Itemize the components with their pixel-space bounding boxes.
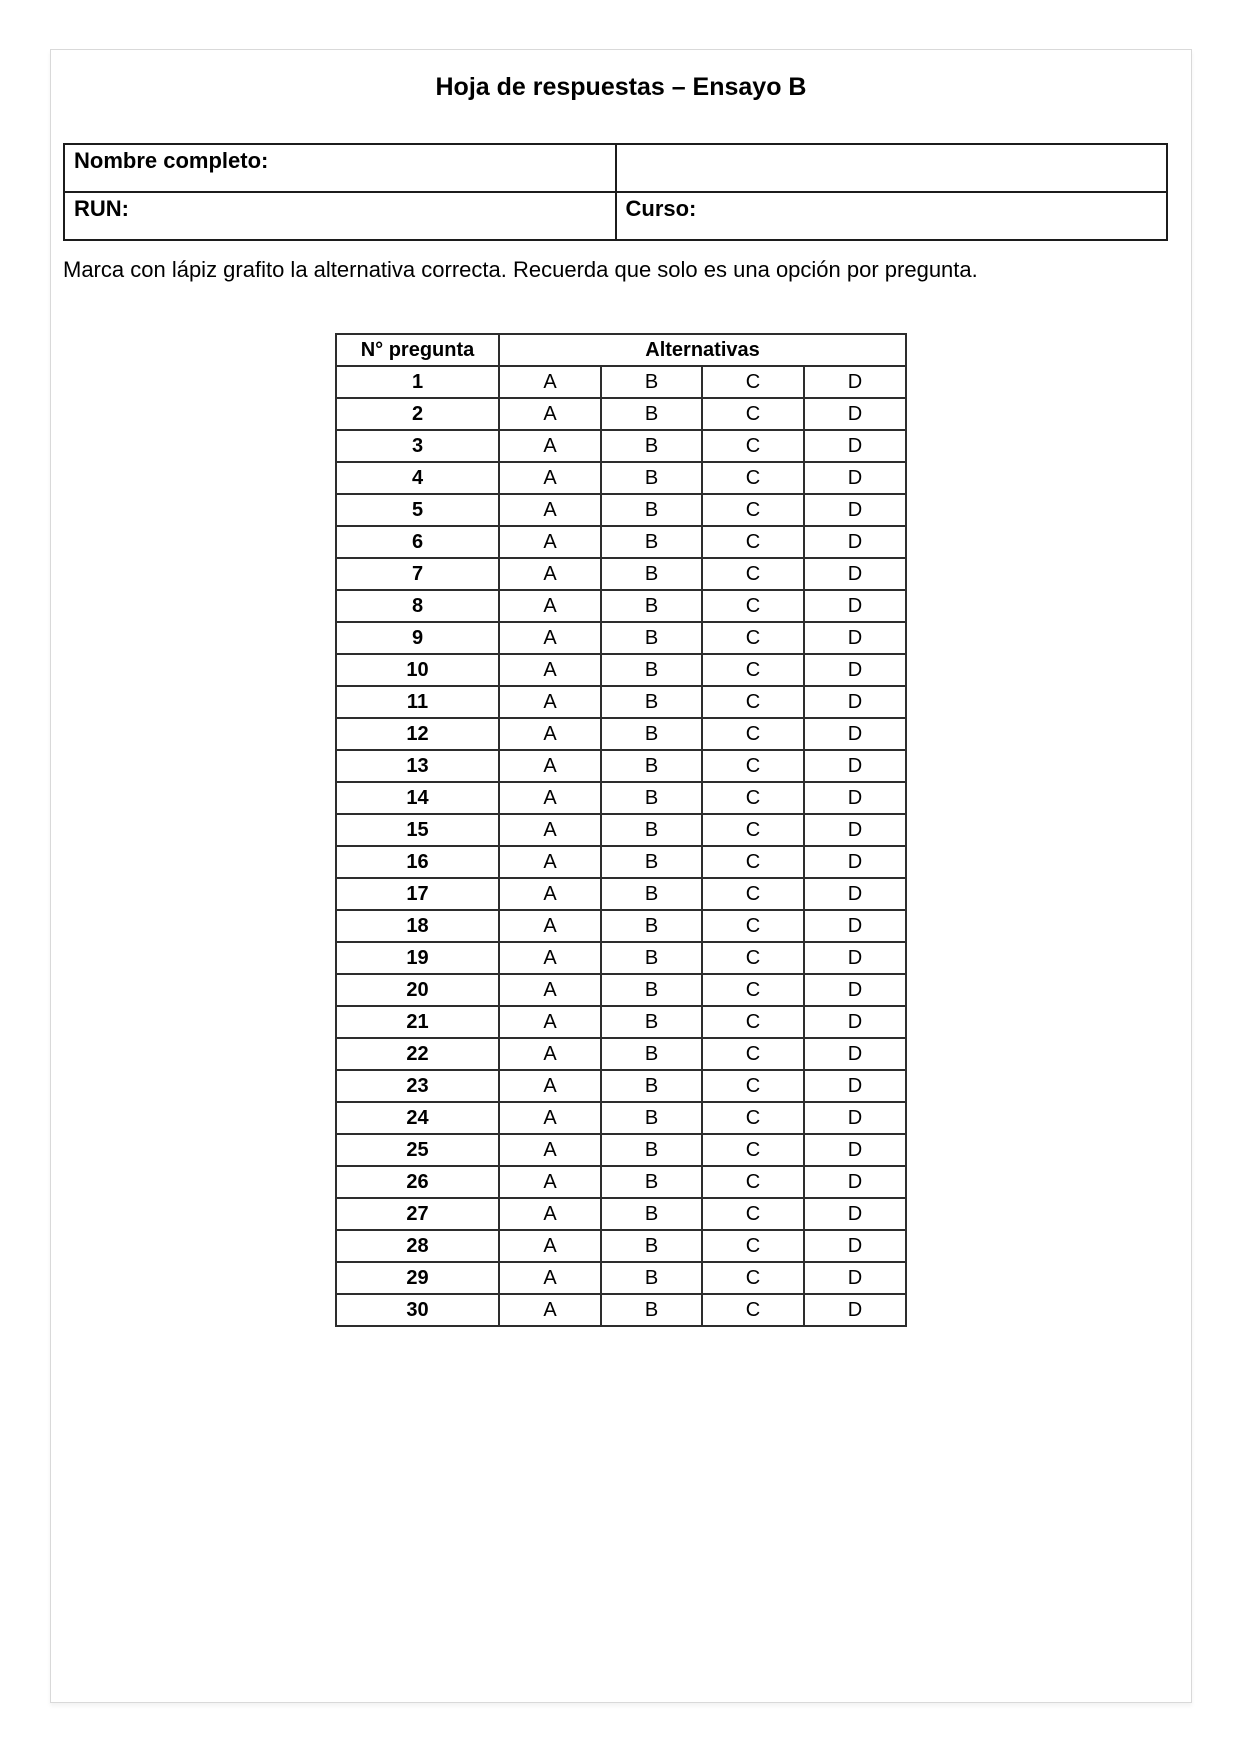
answer-row	[336, 1262, 906, 1294]
answer-row	[336, 1102, 906, 1134]
answer-row	[336, 1230, 906, 1262]
question-number: 15	[336, 814, 499, 846]
option-cell-d[interactable]: D	[804, 878, 906, 910]
answer-row	[336, 462, 906, 494]
option-cell-b[interactable]: B	[601, 1134, 702, 1166]
question-number: 30	[336, 1294, 499, 1326]
run-label: RUN:	[64, 192, 616, 240]
option-cell-c[interactable]: C	[702, 718, 804, 750]
option-cell-a[interactable]: A	[499, 1294, 601, 1326]
option-cell-b[interactable]: B	[601, 590, 702, 622]
option-cell-c[interactable]: C	[702, 430, 804, 462]
option-cell-b[interactable]: B	[601, 814, 702, 846]
option-cell-b[interactable]: B	[601, 1166, 702, 1198]
answer-row	[336, 942, 906, 974]
option-cell-d[interactable]: D	[804, 622, 906, 654]
option-cell-a[interactable]: A	[499, 590, 601, 622]
question-number: 23	[336, 1070, 499, 1102]
option-cell-d[interactable]: D	[804, 654, 906, 686]
option-cell-d[interactable]: D	[804, 1166, 906, 1198]
option-cell-d[interactable]: D	[804, 1102, 906, 1134]
answer-row	[336, 974, 906, 1006]
question-number: 13	[336, 750, 499, 782]
option-cell-a[interactable]: A	[499, 750, 601, 782]
option-cell-b[interactable]: B	[601, 1038, 702, 1070]
answer-row	[336, 718, 906, 750]
option-cell-b[interactable]: B	[601, 974, 702, 1006]
option-cell-b[interactable]: B	[601, 1262, 702, 1294]
option-cell-c[interactable]: C	[702, 1006, 804, 1038]
option-cell-c[interactable]: C	[702, 846, 804, 878]
option-cell-c[interactable]: C	[702, 942, 804, 974]
option-cell-b[interactable]: B	[601, 910, 702, 942]
option-cell-c[interactable]: C	[702, 1230, 804, 1262]
question-number: 17	[336, 878, 499, 910]
option-cell-d[interactable]: D	[804, 1134, 906, 1166]
question-number: 3	[336, 430, 499, 462]
option-cell-b[interactable]: B	[601, 622, 702, 654]
option-cell-a[interactable]: A	[499, 686, 601, 718]
option-cell-c[interactable]: C	[702, 494, 804, 526]
option-cell-c[interactable]: C	[702, 750, 804, 782]
option-cell-b[interactable]: B	[601, 942, 702, 974]
answer-row	[336, 1294, 906, 1326]
question-number: 10	[336, 654, 499, 686]
option-cell-a[interactable]: A	[499, 1262, 601, 1294]
option-cell-a[interactable]: A	[499, 1134, 601, 1166]
question-number: 21	[336, 1006, 499, 1038]
option-cell-d[interactable]: D	[804, 1262, 906, 1294]
option-cell-b[interactable]: B	[601, 1006, 702, 1038]
answer-row	[336, 558, 906, 590]
option-cell-b[interactable]: B	[601, 654, 702, 686]
question-number: 16	[336, 846, 499, 878]
option-cell-d[interactable]: D	[804, 814, 906, 846]
option-cell-a[interactable]: A	[499, 1166, 601, 1198]
answer-row	[336, 398, 906, 430]
option-cell-a[interactable]: A	[499, 1230, 601, 1262]
question-number: 26	[336, 1166, 499, 1198]
option-cell-a[interactable]: A	[499, 1198, 601, 1230]
option-cell-b[interactable]: B	[601, 1198, 702, 1230]
option-cell-a[interactable]: A	[499, 622, 601, 654]
option-cell-d[interactable]: D	[804, 846, 906, 878]
option-cell-d[interactable]: D	[804, 430, 906, 462]
answer-row	[336, 1134, 906, 1166]
answer-table-header-row	[336, 334, 906, 366]
question-number: 29	[336, 1262, 499, 1294]
option-cell-a[interactable]: A	[499, 782, 601, 814]
option-cell-c[interactable]: C	[702, 878, 804, 910]
answer-table	[335, 333, 907, 1327]
instruction-text: Marca con lápiz grafito la alternativa correcta. Recuerda que solo es una opción por pregunta.	[63, 256, 978, 282]
option-cell-a[interactable]: A	[499, 526, 601, 558]
option-cell-a[interactable]: A	[499, 494, 601, 526]
question-number: 28	[336, 1230, 499, 1262]
option-cell-a[interactable]: A	[499, 1070, 601, 1102]
option-cell-b[interactable]: B	[601, 718, 702, 750]
option-cell-c[interactable]: C	[702, 462, 804, 494]
option-cell-d[interactable]: D	[804, 366, 906, 398]
option-cell-a[interactable]: A	[499, 558, 601, 590]
answer-row	[336, 430, 906, 462]
option-cell-c[interactable]: C	[702, 1166, 804, 1198]
option-cell-c[interactable]: C	[702, 1262, 804, 1294]
answer-row	[336, 1070, 906, 1102]
option-cell-d[interactable]: D	[804, 462, 906, 494]
question-number: 7	[336, 558, 499, 590]
option-cell-a[interactable]: A	[499, 942, 601, 974]
option-cell-d[interactable]: D	[804, 974, 906, 1006]
option-cell-c[interactable]: C	[702, 910, 804, 942]
option-cell-d[interactable]: D	[804, 1070, 906, 1102]
option-cell-a[interactable]: A	[499, 430, 601, 462]
option-cell-a[interactable]: A	[499, 910, 601, 942]
answer-row	[336, 1198, 906, 1230]
option-cell-d[interactable]: D	[804, 526, 906, 558]
question-number: 4	[336, 462, 499, 494]
answer-row	[336, 846, 906, 878]
option-cell-b[interactable]: B	[601, 526, 702, 558]
answer-row	[336, 686, 906, 718]
answer-row	[336, 1038, 906, 1070]
question-number: 9	[336, 622, 499, 654]
option-cell-a[interactable]: A	[499, 846, 601, 878]
option-cell-b[interactable]: B	[601, 462, 702, 494]
option-cell-c[interactable]: C	[702, 398, 804, 430]
option-cell-b[interactable]: B	[601, 846, 702, 878]
question-number: 2	[336, 398, 499, 430]
option-cell-d[interactable]: D	[804, 398, 906, 430]
answer-row	[336, 366, 906, 398]
option-cell-c[interactable]: C	[702, 1070, 804, 1102]
option-cell-b[interactable]: B	[601, 1070, 702, 1102]
option-cell-a[interactable]: A	[499, 814, 601, 846]
option-cell-b[interactable]: B	[601, 782, 702, 814]
option-cell-d[interactable]: D	[804, 1038, 906, 1070]
answer-row	[336, 750, 906, 782]
question-number: 20	[336, 974, 499, 1006]
option-cell-d[interactable]: D	[804, 1230, 906, 1262]
student-info-table	[63, 143, 1168, 241]
option-cell-d[interactable]: D	[804, 1198, 906, 1230]
option-cell-c[interactable]: C	[702, 686, 804, 718]
option-cell-b[interactable]: B	[601, 1294, 702, 1326]
option-cell-d[interactable]: D	[804, 718, 906, 750]
question-number: 11	[336, 686, 499, 718]
question-number: 1	[336, 366, 499, 398]
option-cell-c[interactable]: C	[702, 366, 804, 398]
option-cell-c[interactable]: C	[702, 1294, 804, 1326]
option-cell-b[interactable]: B	[601, 430, 702, 462]
option-cell-d[interactable]: D	[804, 782, 906, 814]
name-value-cell[interactable]	[616, 144, 1168, 192]
option-cell-c[interactable]: C	[702, 1134, 804, 1166]
question-number-header: N° pregunta	[336, 334, 499, 366]
option-cell-c[interactable]: C	[702, 974, 804, 1006]
question-number: 18	[336, 910, 499, 942]
option-cell-a[interactable]: A	[499, 1038, 601, 1070]
option-cell-d[interactable]: D	[804, 590, 906, 622]
option-cell-a[interactable]: A	[499, 398, 601, 430]
option-cell-c[interactable]: C	[702, 622, 804, 654]
info-row-name	[64, 144, 1167, 192]
option-cell-a[interactable]: A	[499, 654, 601, 686]
question-number: 5	[336, 494, 499, 526]
option-cell-d[interactable]: D	[804, 1006, 906, 1038]
answer-rows	[336, 366, 906, 1326]
option-cell-b[interactable]: B	[601, 558, 702, 590]
option-cell-d[interactable]: D	[804, 942, 906, 974]
question-number: 14	[336, 782, 499, 814]
answer-row	[336, 814, 906, 846]
option-cell-b[interactable]: B	[601, 1102, 702, 1134]
option-cell-a[interactable]: A	[499, 462, 601, 494]
option-cell-d[interactable]: D	[804, 494, 906, 526]
answer-row	[336, 622, 906, 654]
option-cell-c[interactable]: C	[702, 590, 804, 622]
answer-row	[336, 1166, 906, 1198]
option-cell-b[interactable]: B	[601, 686, 702, 718]
name-label: Nombre completo:	[64, 144, 616, 192]
option-cell-a[interactable]: A	[499, 974, 601, 1006]
option-cell-c[interactable]: C	[702, 558, 804, 590]
answer-row	[336, 654, 906, 686]
page-title: Hoja de respuestas – Ensayo B	[435, 73, 807, 101]
option-cell-d[interactable]: D	[804, 1294, 906, 1326]
option-cell-c[interactable]: C	[702, 526, 804, 558]
info-row-run-curso	[64, 192, 1167, 240]
question-number: 24	[336, 1102, 499, 1134]
question-number: 25	[336, 1134, 499, 1166]
answer-row	[336, 526, 906, 558]
option-cell-b[interactable]: B	[601, 1230, 702, 1262]
option-cell-b[interactable]: B	[601, 750, 702, 782]
option-cell-a[interactable]: A	[499, 1102, 601, 1134]
answer-row	[336, 494, 906, 526]
question-number: 19	[336, 942, 499, 974]
answer-row	[336, 782, 906, 814]
option-cell-c[interactable]: C	[702, 782, 804, 814]
option-cell-b[interactable]: B	[601, 398, 702, 430]
option-cell-d[interactable]: D	[804, 910, 906, 942]
option-cell-b[interactable]: B	[601, 494, 702, 526]
question-number: 6	[336, 526, 499, 558]
option-cell-d[interactable]: D	[804, 750, 906, 782]
option-cell-c[interactable]: C	[702, 654, 804, 686]
option-cell-c[interactable]: C	[702, 1038, 804, 1070]
option-cell-d[interactable]: D	[804, 686, 906, 718]
option-cell-c[interactable]: C	[702, 1198, 804, 1230]
option-cell-c[interactable]: C	[702, 1102, 804, 1134]
option-cell-a[interactable]: A	[499, 878, 601, 910]
option-cell-b[interactable]: B	[601, 366, 702, 398]
option-cell-d[interactable]: D	[804, 558, 906, 590]
answer-row	[336, 910, 906, 942]
option-cell-c[interactable]: C	[702, 814, 804, 846]
answer-row	[336, 878, 906, 910]
question-number: 22	[336, 1038, 499, 1070]
answer-row	[336, 590, 906, 622]
alternatives-header: Alternativas	[499, 334, 906, 366]
option-cell-a[interactable]: A	[499, 366, 601, 398]
question-number: 8	[336, 590, 499, 622]
option-cell-b[interactable]: B	[601, 878, 702, 910]
option-cell-a[interactable]: A	[499, 1006, 601, 1038]
curso-label: Curso:	[616, 192, 1168, 240]
option-cell-a[interactable]: A	[499, 718, 601, 750]
answer-sheet-page	[50, 49, 1192, 1703]
question-number: 12	[336, 718, 499, 750]
question-number: 27	[336, 1198, 499, 1230]
answer-row	[336, 1006, 906, 1038]
